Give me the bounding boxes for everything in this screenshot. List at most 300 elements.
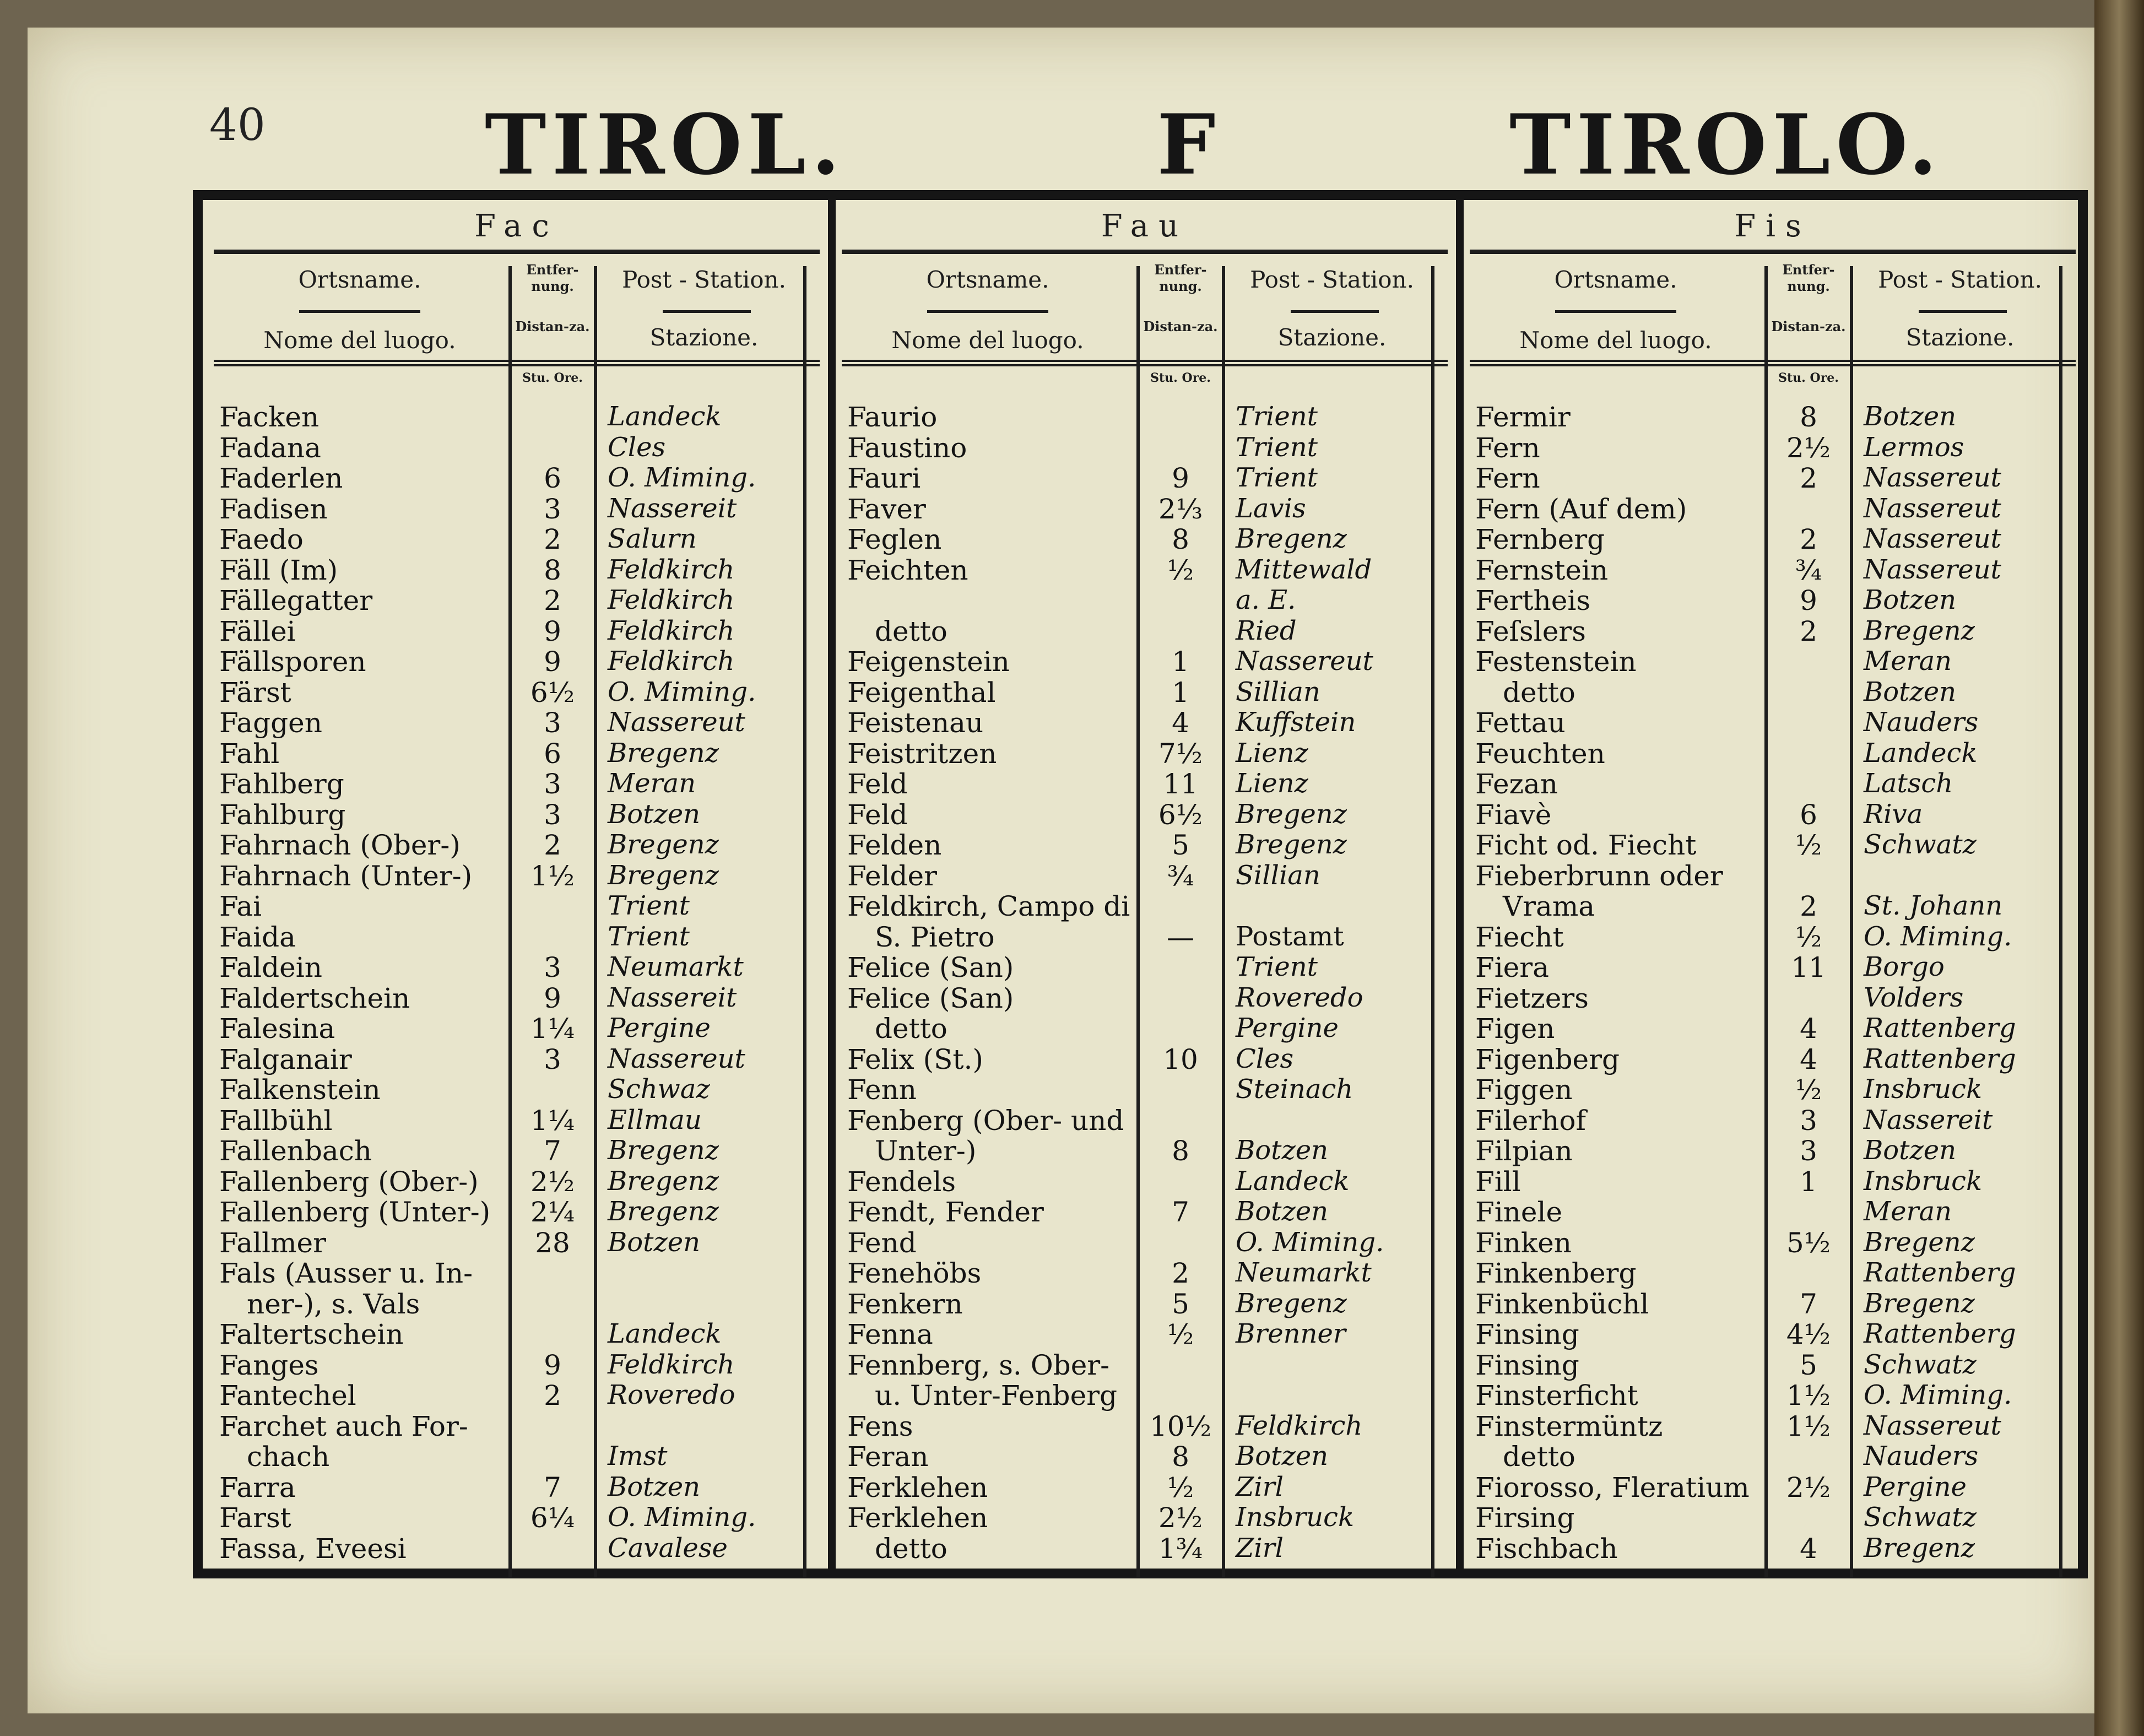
table-row	[842, 1533, 1448, 1564]
distance-value: 8	[1172, 1441, 1189, 1473]
header-station-de: Post - Station.	[1878, 266, 2042, 293]
place-name: ner-), s. Vals	[247, 1288, 420, 1320]
table-row	[1470, 768, 2076, 799]
table-row	[1470, 951, 2076, 982]
post-station: Trient	[608, 921, 690, 952]
distance-value: 9	[1800, 585, 1817, 616]
header-unit: Stu. Ore.	[522, 371, 583, 385]
table-row	[214, 860, 820, 891]
distance-value: 4	[1800, 1532, 1817, 1565]
table-row	[842, 982, 1448, 1013]
distance-value: 7	[544, 1135, 561, 1167]
post-station: Bregenz	[1864, 1532, 1975, 1564]
distance-value: 11	[1163, 768, 1198, 800]
distance-value: 7	[1800, 1288, 1817, 1320]
post-station: Botzen	[1236, 1196, 1329, 1227]
post-station: Bregenz	[1236, 829, 1347, 860]
place-name: Ferklehen	[847, 1502, 988, 1534]
place-name: Fiavè	[1475, 798, 1552, 831]
distance-value: 3	[544, 707, 561, 739]
place-name: Feigenthal	[847, 676, 996, 709]
post-station: Bregenz	[1864, 1226, 1975, 1258]
table-row	[1470, 1533, 2076, 1564]
distance-value: 5	[1800, 1349, 1817, 1381]
place-name: Fern	[1475, 431, 1540, 464]
table-row	[214, 829, 820, 860]
table-row	[214, 1318, 820, 1349]
place-name: Faida	[219, 921, 296, 953]
place-name: Falganair	[219, 1043, 352, 1075]
place-name: Fahrnach (Unter-)	[219, 859, 473, 892]
table-row	[214, 1257, 820, 1288]
distance-value: 10	[1163, 1043, 1198, 1075]
post-station: Bregenz	[1236, 798, 1347, 830]
post-station: Botzen	[1864, 1135, 1957, 1166]
place-name: Färst	[219, 676, 291, 709]
post-station: Bregenz	[1236, 1288, 1347, 1319]
place-name: Fallenberg (Ober-)	[219, 1165, 479, 1198]
table-row	[214, 585, 820, 615]
post-station: Nassereut	[608, 1043, 745, 1074]
table-row	[1470, 462, 2076, 493]
distance-value: 11	[1791, 951, 1826, 983]
distance-value: 2	[544, 585, 561, 616]
distance-value: 9	[1172, 462, 1189, 494]
post-station: Riva	[1864, 798, 1923, 830]
post-station: Zirl	[1236, 1471, 1284, 1502]
place-name: Fenkern	[847, 1288, 963, 1320]
table-row	[214, 1410, 820, 1441]
place-name: Ficht od. Fiecht	[1475, 829, 1697, 861]
place-name: Fieberbrunn oder	[1475, 859, 1723, 892]
place-name: Fenberg (Ober- und	[847, 1104, 1124, 1137]
distance-value: 4	[1800, 1043, 1817, 1075]
distance-value: 1½	[1786, 1380, 1831, 1411]
post-station: Pergine	[608, 1013, 711, 1043]
table-row	[1470, 1472, 2076, 1502]
distance-value: 3	[544, 1043, 561, 1075]
place-name: Feld	[847, 798, 908, 831]
post-station: Postamt	[1236, 921, 1344, 952]
distance-value: 2	[1800, 462, 1817, 494]
distance-value: 9	[544, 982, 561, 1014]
post-station: Lavis	[1236, 493, 1306, 524]
table-row	[1470, 1257, 2076, 1288]
header-station-it: Stazione.	[1277, 324, 1387, 351]
divider	[1291, 310, 1379, 313]
table-row	[214, 738, 820, 769]
table-row	[214, 951, 820, 982]
post-station: St. Johann	[1864, 890, 2003, 921]
distance-value: ½	[1795, 921, 1822, 953]
place-name: Faver	[847, 493, 926, 525]
distance-value: 3	[1800, 1135, 1817, 1167]
table-row	[214, 1043, 820, 1074]
place-name: Finsterficht	[1475, 1380, 1638, 1411]
place-name: Feldkirch, Campo di	[847, 890, 1130, 922]
table-row	[1470, 677, 2076, 707]
table-row	[214, 1135, 820, 1166]
table-row	[842, 829, 1448, 860]
place-name: Faldertschein	[219, 982, 410, 1014]
table-row	[1470, 615, 2076, 646]
table-row	[1470, 1410, 2076, 1441]
post-station: Rattenberg	[1864, 1013, 2016, 1043]
place-name: Fantechel	[219, 1380, 356, 1411]
distance-value: 6½	[1158, 798, 1203, 831]
post-station: Landeck	[1236, 1165, 1350, 1197]
place-name: Filerhof	[1475, 1104, 1586, 1137]
title-italian: TIROLO.	[1509, 96, 1943, 193]
post-station: Bregenz	[1236, 523, 1347, 554]
section-title: Fac	[474, 208, 559, 244]
table-row	[1470, 799, 2076, 830]
post-station: Nassereut	[1236, 646, 1373, 677]
table-row	[214, 401, 820, 432]
place-name: Fern	[1475, 462, 1540, 494]
post-station: Bregenz	[608, 859, 719, 891]
table-row	[842, 1105, 1448, 1135]
table-row	[214, 1380, 820, 1410]
distance-value: 5½	[1786, 1226, 1831, 1259]
header-station-de: Post - Station.	[622, 266, 786, 293]
table-row	[842, 1318, 1448, 1349]
distance-value: 6½	[530, 676, 575, 709]
post-station: Botzen	[1864, 676, 1957, 707]
table-row	[1470, 1105, 2076, 1135]
post-station: Cavalese	[608, 1532, 728, 1564]
table-row	[1470, 1043, 2076, 1074]
post-station: Pergine	[1236, 1013, 1339, 1043]
post-station: Schwatz	[1864, 829, 1977, 860]
place-name: Feichten	[847, 554, 968, 586]
post-station: Nassereut	[1864, 493, 2001, 524]
post-station: O. Miming.	[1864, 921, 2012, 952]
place-name: detto	[1503, 1441, 1575, 1473]
post-station: Imst	[608, 1441, 668, 1472]
header-distance-de: Entfer-nung.	[1782, 262, 1835, 294]
post-station: Nauders	[1864, 707, 1979, 738]
place-name: Figen	[1475, 1013, 1555, 1045]
page-number: 40	[209, 99, 266, 150]
distance-value: 1	[1172, 646, 1189, 678]
place-name: Fahlberg	[219, 768, 344, 800]
place-name: Fassa, Eveesi	[219, 1532, 407, 1565]
header-station-de: Post - Station.	[1250, 266, 1414, 293]
place-name: Fertheis	[1475, 585, 1590, 616]
post-station: Nassereit	[608, 982, 737, 1013]
distance-value: 10½	[1149, 1410, 1212, 1442]
table-row	[214, 1349, 820, 1380]
post-station: Meran	[1864, 1196, 1952, 1227]
table-row	[842, 1472, 1448, 1502]
table-row	[1470, 1441, 2076, 1472]
post-station: Bregenz	[608, 1135, 719, 1166]
place-name: Fiera	[1475, 951, 1549, 983]
post-station: Bregenz	[608, 1196, 719, 1227]
place-name: S. Pietro	[875, 921, 995, 953]
place-name: Fallbühl	[219, 1104, 333, 1137]
place-name: Fendels	[847, 1165, 956, 1198]
post-station: Zirl	[1236, 1532, 1284, 1564]
post-station: Landeck	[608, 1318, 722, 1349]
post-station: Lienz	[1236, 737, 1308, 769]
place-name: Faurio	[847, 401, 938, 433]
post-station: Meran	[1864, 646, 1952, 677]
table-row	[1470, 401, 2076, 432]
distance-value: 1¾	[1158, 1532, 1203, 1565]
distance-value: 8	[1172, 523, 1189, 555]
table-row	[214, 1441, 820, 1472]
distance-value: 1½	[1786, 1410, 1831, 1442]
place-name: Falesina	[219, 1013, 335, 1045]
table-row	[214, 1227, 820, 1258]
table-row	[1470, 982, 2076, 1013]
post-station: Neumarkt	[608, 951, 744, 982]
divider	[1470, 250, 2076, 254]
distance-value: 2	[1800, 890, 1817, 922]
post-station: Ellmau	[608, 1104, 702, 1135]
place-name: Fend	[847, 1226, 917, 1259]
divider	[299, 310, 420, 313]
place-name: Fermir	[1475, 401, 1571, 433]
place-name: Farchet auch For-	[219, 1410, 468, 1442]
distance-value: 6	[544, 462, 561, 494]
post-station: Ried	[1236, 615, 1297, 646]
post-station: Bregenz	[1864, 615, 1975, 646]
post-station: Botzen	[1864, 401, 1957, 432]
distance-value: 1¼	[530, 1104, 575, 1137]
place-name: Fals (Ausser u. In-	[219, 1257, 473, 1289]
table-row	[842, 1166, 1448, 1197]
distance-value: 3	[544, 768, 561, 800]
post-station: Bregenz	[608, 737, 719, 769]
table-row	[842, 677, 1448, 707]
place-name: Finken	[1475, 1226, 1572, 1259]
post-station: Nassereut	[1864, 1410, 2001, 1441]
distance-value: 2	[1172, 1257, 1189, 1289]
table-row	[842, 1135, 1448, 1166]
distance-value: 9	[544, 646, 561, 678]
table-row	[842, 646, 1448, 677]
table-row	[842, 1074, 1448, 1105]
distance-value: 3	[1800, 1104, 1817, 1137]
place-name: detto	[875, 615, 948, 647]
table-row	[842, 951, 1448, 982]
table-row	[214, 1502, 820, 1533]
place-name: Felder	[847, 859, 938, 892]
table-row	[214, 493, 820, 524]
table-row	[842, 1227, 1448, 1258]
post-station: Trient	[608, 890, 690, 921]
place-name: Fallenbach	[219, 1135, 372, 1167]
post-station: Borgo	[1864, 951, 1945, 982]
gazetteer-table	[193, 190, 2088, 1578]
place-name: Fahrnach (Ober-)	[219, 829, 461, 861]
post-station: Nauders	[1864, 1441, 1979, 1472]
table-row	[1470, 1135, 2076, 1166]
place-name: Fauri	[847, 462, 921, 494]
distance-value: 28	[535, 1226, 570, 1259]
table-row	[214, 462, 820, 493]
post-station: Roveredo	[1236, 982, 1363, 1013]
distance-value: 1	[1172, 676, 1189, 709]
place-name: Feld	[847, 768, 908, 800]
table-row	[1470, 1318, 2076, 1349]
table-row	[842, 1380, 1448, 1410]
table-row	[842, 1196, 1448, 1227]
distance-value: 2	[1800, 615, 1817, 647]
post-station: Feldkirch	[608, 1349, 735, 1380]
table-row	[214, 707, 820, 738]
distance-value: ½	[1167, 1471, 1194, 1504]
table-row	[842, 432, 1448, 463]
post-station: Schwaz	[608, 1074, 710, 1105]
post-station: Botzen	[1864, 585, 1957, 615]
distance-value: 2	[544, 1380, 561, 1411]
table-row	[1470, 493, 2076, 524]
distance-value: 6	[1800, 798, 1817, 831]
table-row	[842, 707, 1448, 738]
post-station: Schwatz	[1864, 1502, 1977, 1533]
post-station: Nassereit	[1864, 1104, 1993, 1135]
table-row	[842, 1410, 1448, 1441]
post-station: Nassereut	[1864, 554, 2001, 585]
post-station: Bregenz	[608, 829, 719, 860]
place-name: Felix (St.)	[847, 1043, 983, 1075]
place-name: Fenn	[847, 1074, 917, 1106]
place-name: Fadisen	[219, 493, 328, 525]
post-station: Botzen	[608, 1226, 701, 1258]
place-name: Fenna	[847, 1318, 933, 1350]
post-station: Nassereut	[608, 707, 745, 738]
table-row	[214, 1196, 820, 1227]
table-row	[842, 554, 1448, 585]
post-station: Nassereit	[608, 493, 737, 524]
place-name: Ferklehen	[847, 1471, 988, 1504]
distance-value: 4	[1800, 1013, 1817, 1045]
table-row	[842, 585, 1448, 615]
title-german: TIROL.	[485, 96, 846, 193]
distance-value: 8	[1172, 1135, 1189, 1167]
place-name: Fettau	[1475, 707, 1566, 739]
place-name: chach	[247, 1441, 330, 1473]
place-name: Fahlburg	[219, 798, 346, 831]
place-name: Fern (Auf dem)	[1475, 493, 1687, 525]
place-name: Fadana	[219, 431, 321, 464]
distance-value: 5	[1172, 1288, 1189, 1320]
distance-value: 9	[544, 1349, 561, 1381]
post-station: Mittewald	[1236, 554, 1372, 585]
table-row	[842, 401, 1448, 432]
post-station: Rattenberg	[1864, 1318, 2016, 1349]
place-name: Felice (San)	[847, 951, 1014, 983]
place-name: Feuchten	[1475, 737, 1605, 770]
place-name: Felice (San)	[847, 982, 1014, 1014]
table-row	[214, 1533, 820, 1564]
place-name: Feglen	[847, 523, 942, 555]
distance-value: ½	[1795, 1074, 1822, 1106]
post-station: Trient	[1236, 951, 1318, 982]
place-name: detto	[875, 1013, 948, 1045]
header-distance-it: Distan-za.	[515, 318, 590, 334]
post-station: Bregenz	[1864, 1288, 1975, 1319]
place-name: Fiorosso, Fleratium	[1475, 1471, 1750, 1504]
book-page	[28, 28, 2099, 1713]
place-name: Fiecht	[1475, 921, 1564, 953]
post-station: Rattenberg	[1864, 1257, 2016, 1288]
distance-value: 1¼	[530, 1013, 575, 1045]
place-name: Fernberg	[1475, 523, 1605, 555]
post-station: Botzen	[1236, 1135, 1329, 1166]
place-name: Facken	[219, 401, 320, 433]
table-row	[1470, 523, 2076, 554]
post-station: Feldkirch	[608, 615, 735, 646]
post-station: Kuffstein	[1236, 707, 1356, 738]
post-station: Nassereut	[1864, 523, 2001, 554]
header-distance-it: Distan-za.	[1143, 318, 1218, 334]
post-station: Latsch	[1864, 768, 1953, 799]
post-station: Insbruck	[1864, 1074, 1983, 1105]
post-station: Neumarkt	[1236, 1257, 1372, 1288]
divider	[842, 250, 1448, 254]
distance-value: 4½	[1786, 1318, 1831, 1350]
distance-value: ½	[1167, 554, 1194, 586]
table-rows	[842, 401, 1448, 1563]
post-station: O. Miming.	[608, 676, 756, 707]
table-row	[842, 890, 1448, 921]
distance-value: 5	[1172, 829, 1189, 861]
distance-value: ½	[1795, 829, 1822, 861]
place-name: Farst	[219, 1502, 291, 1534]
post-station: Salurn	[608, 523, 697, 554]
table-row	[214, 890, 820, 921]
table-row	[842, 1013, 1448, 1043]
table-row	[1470, 1380, 2076, 1410]
divider	[1919, 310, 2007, 313]
table-row	[842, 768, 1448, 799]
place-name: Figgen	[1475, 1074, 1573, 1106]
post-station: a. E.	[1236, 585, 1296, 615]
table-row	[214, 1166, 820, 1197]
post-station: Roveredo	[608, 1380, 735, 1410]
table-row	[842, 738, 1448, 769]
post-station: Bregenz	[608, 1165, 719, 1197]
table-row	[1470, 1074, 2076, 1105]
table-row	[214, 523, 820, 554]
table-row	[842, 1043, 1448, 1074]
place-name: Fischbach	[1475, 1532, 1618, 1565]
distance-value: 9	[544, 615, 561, 647]
distance-value: 3	[544, 798, 561, 831]
distance-value: ½	[1167, 1318, 1194, 1350]
distance-value: 2¼	[530, 1196, 575, 1228]
divider	[1555, 310, 1676, 313]
table-row	[214, 1074, 820, 1105]
distance-value: 2	[1800, 523, 1817, 555]
place-name: Fällegatter	[219, 585, 373, 616]
table-row	[214, 1105, 820, 1135]
place-name: Fai	[219, 890, 262, 922]
table-row	[214, 554, 820, 585]
post-station: Trient	[1236, 431, 1318, 463]
section-fis	[1470, 200, 2076, 1569]
place-name: Falkenstein	[219, 1074, 381, 1106]
section-title: Fis	[1734, 208, 1811, 244]
table-row	[1470, 829, 2076, 860]
header-name-de: Ortsname.	[926, 266, 1049, 293]
place-name: Fallmer	[219, 1226, 326, 1259]
